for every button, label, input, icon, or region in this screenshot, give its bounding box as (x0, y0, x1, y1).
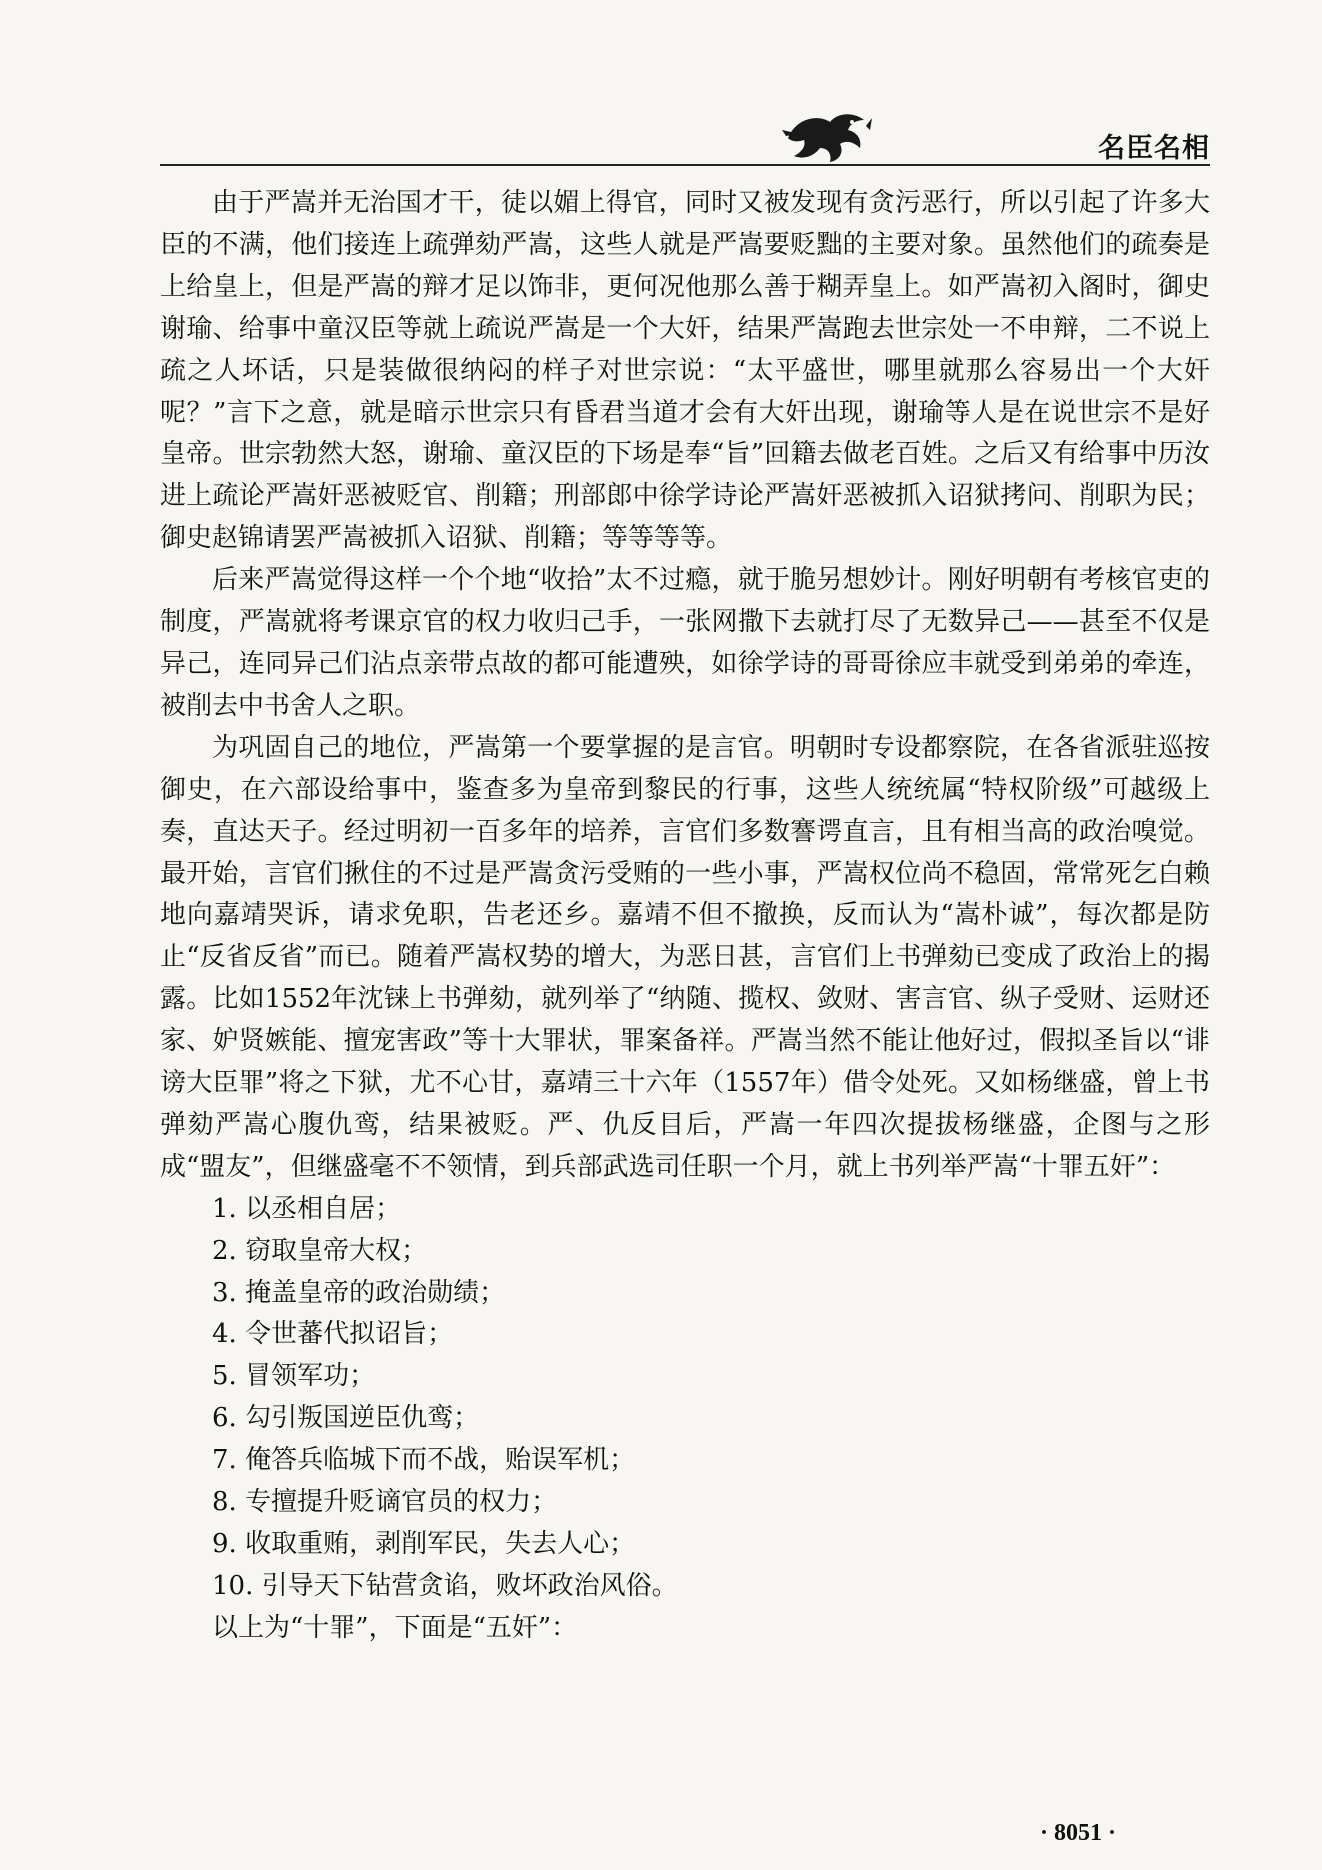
closing-line: 以上为“十罪”，下面是“五奸”： (212, 1612, 578, 1643)
list-item: 6. 勾引叛国逆臣仇鸾； (212, 1403, 480, 1434)
paragraph: 后来严嵩觉得这样一个个地“收拾”太不过瘾，就于脆另想妙计。刚好明朝有考核官吏的制度，严嵩就将考课京官的权力收归己手，一张网撒下去就打尽了无数异己——甚至不仅是异己，连同异己们沾点亲带点故的都可能遭殃，如徐学诗的哥哥徐应丰就受到弟弟的牵连，被削去中书舍人之职。 (160, 565, 1210, 721)
paragraph: 为巩固自己的地位，严嵩第一个要掌握的是言官。明朝时专设都察院，在各省派驻巡按御史，在六部设给事中，鉴查多为皇帝到黎民的行事，这些人统统属“特权阶级”可越级上奏，直达天子。经过明初一百多年的培养，言官们多数謇谔直言，且有相当高的政治嗅觉。最开始，言官们揪住的不过是严嵩贪污受贿的一些小事，严嵩权位尚不稳固，常常死乞白赖地向嘉靖哭诉，请求免职，告老还乡。嘉靖不但不撤换，反而认为“嵩朴诚”，每次都是防止“反省反省”而已。随着严嵩权势的增大，为恶日甚，言官们上书弹劾已变成了政治上的揭露。比如1552年沈铼上书弹劾，就列举了“纳随、揽权、敛财、害言官、纵子受财、运财还家、妒贤嫉能、擅宠害政”等十大罪状，罪案备祥。严嵩当然不能让他好过，假拟圣旨以“诽谤大臣罪”将之下狱，尤不心甘，嘉靖三十六年（1557年）借令处死。又如杨继盛，曾上书弹劾严嵩心腹仇鸾，结果被贬。严、仇反目后，严嵩一年四次提拔杨继盛，企图与之形成“盟友”，但继盛毫不不领情，到兵部武选司任职一个月，就上书列举严嵩“十罪五奸”： (160, 732, 1210, 1182)
running-header (160, 108, 1210, 168)
paragraph: 由于严嵩并无治国才干，徒以媚上得官，同时又被发现有贪污恶行，所以引起了许多大臣的不满，他们接连上疏弹劾严嵩，这些人就是严嵩要贬黜的主要对象。虽然他们的疏奏是上给皇上，但是严嵩的辩才足以饰非，更何况他那么善于糊弄皇上。如严嵩初入阁时，御史谢瑜、给事中童汉臣等就上疏说严嵩是一个大奸，结果严嵩跑去世宗处一不申辩，二不说上疏之人坏话，只是装做很纳闷的样子对世宗说：“太平盛世，哪里就那么容易出一个大奸呢？”言下之意，就是暗示世宗只有昏君当道才会有大奸出现，谢瑜等人是在说世宗不是好皇帝。世宗勃然大怒，谢瑜、童汉臣的下场是奉“旨”回籍去做老百姓。之后又有给事中历汝进上疏论严嵩奸恶被贬官、削籍；刑部郎中徐学诗论严嵩奸恶被抓入诏狱拷问、削职为民；御史赵锦请罢严嵩被抓入诏狱、削籍；等等等等。 (160, 188, 1210, 554)
list-item: 7. 俺答兵临城下而不战，贻误军机； (212, 1445, 636, 1476)
header-divider (160, 164, 1210, 166)
list-item: 4. 令世蕃代拟诏旨； (212, 1319, 454, 1350)
list-item: 2. 窃取皇帝大权； (212, 1235, 428, 1266)
page-number: · 8051 · (1040, 1820, 1117, 1846)
dragon-emblem-icon (778, 108, 874, 166)
list-item: 3. 掩盖皇帝的政治勋绩； (212, 1277, 506, 1308)
list-item: 5. 冒领军功； (212, 1361, 376, 1392)
ten-crimes-list (160, 1189, 1210, 1608)
list-item: 1. 以丞相自居； (212, 1193, 402, 1224)
list-item: 9. 收取重贿，剥削军民，失去人心； (212, 1529, 636, 1559)
list-item: 10. 引导天下钻营贪谄，败坏政治风俗。 (212, 1570, 678, 1601)
article-body (160, 183, 1210, 1650)
list-item: 8. 专擅提升贬谪官员的权力； (212, 1487, 558, 1518)
header-title: 名臣名相 (1098, 133, 1210, 164)
